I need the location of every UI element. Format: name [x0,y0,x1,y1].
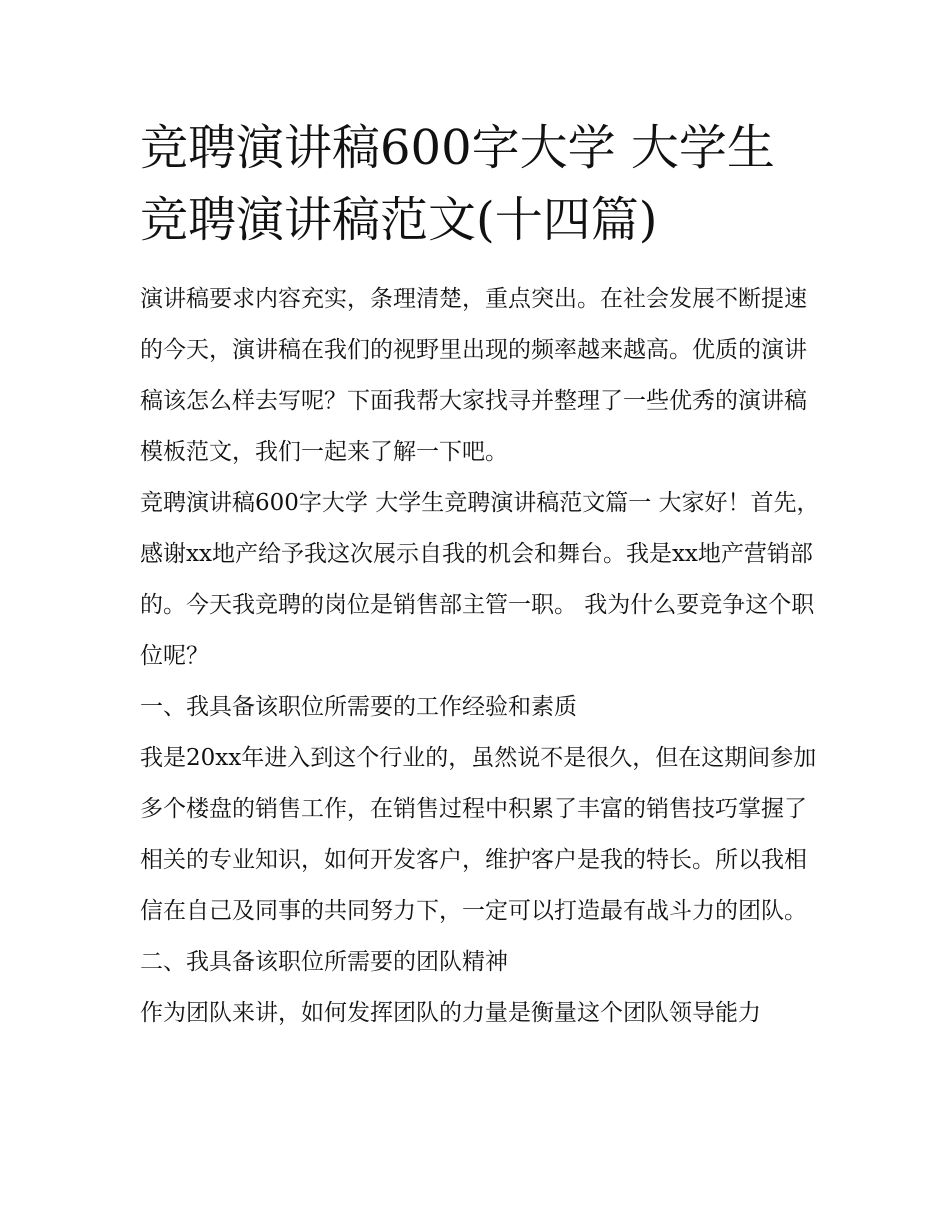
experience-paragraph: 我是20xx年进入到这个行业的，虽然说不是很久，但在这期间参加多个楼盘的销售工作，在销售过程中积累了丰富的销售技巧掌握了相关的专业知识，如何开发客户，维护客户是我的特长。所以我相信在自己及同事的共同努力下，一定可以打造最有战斗力的团队。 [140,745,817,924]
title-line-1: 竞聘演讲稿600字大学 大学生 [140,120,775,176]
document-body [140,274,820,1039]
section-heading-2: 二、我具备该职位所需要的团队精神 [140,949,508,975]
intro-paragraph: 演讲稿要求内容充实，条理清楚，重点突出。在社会发展不断提速的今天，演讲稿在我们的视野里出现的频率越来越高。优质的演讲稿该怎么样去写呢？下面我帮大家找寻并整理了一些优秀的演讲稿模板范文，我们一起来了解一下吧。 [140,286,807,465]
team-paragraph: 作为团队来讲，如何发挥团队的力量是衡量这个团队领导能力 [140,1000,761,1026]
title-line-2: 竞聘演讲稿范文(十四篇) [140,192,658,248]
section-heading-1: 一、我具备该职位所需要的工作经验和素质 [140,694,577,720]
document-title [140,112,820,256]
speech-opening-paragraph: 竞聘演讲稿600字大学 大学生竞聘演讲稿范文篇一 大家好！首先，感谢xx地产给予我这次展示自我的机会和舞台。我是xx地产营销部的。今天我竞聘的岗位是销售部主管一职。 我为什么要竞争这个职位呢？ [140,490,820,669]
